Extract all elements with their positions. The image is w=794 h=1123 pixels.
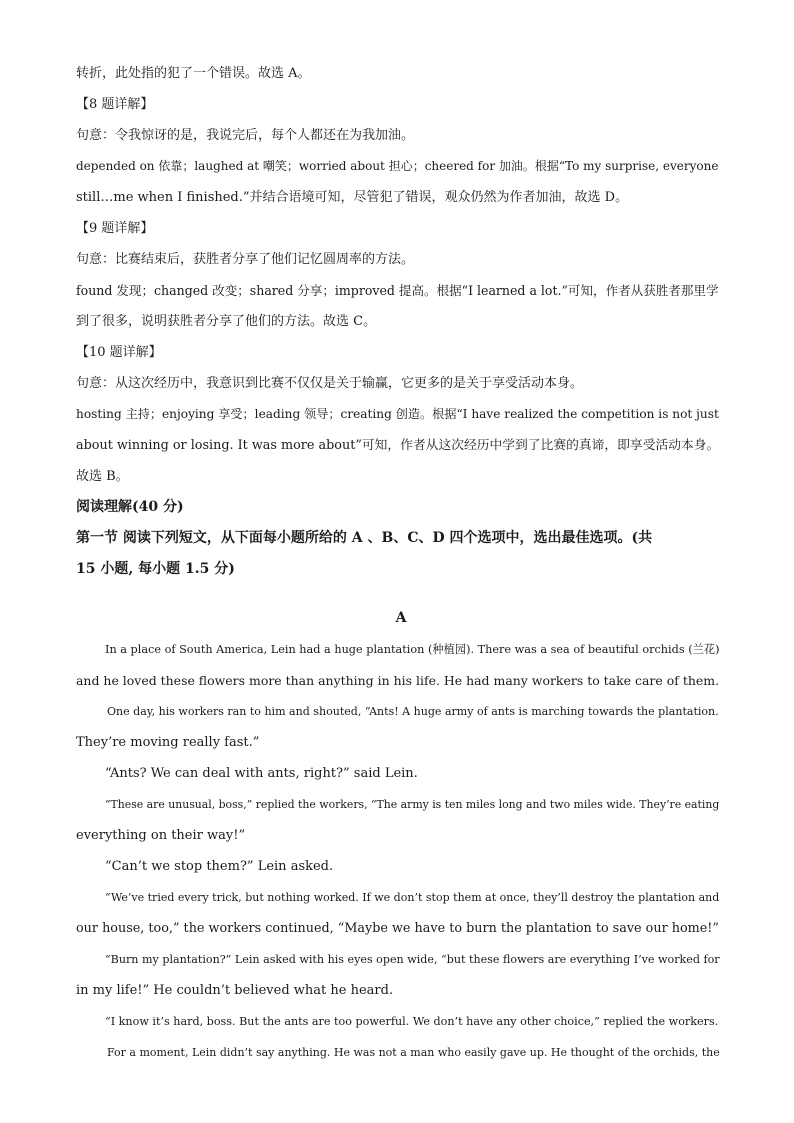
reading-instruction-line-2: 15 小题, 每小题 1.5 分)	[76, 561, 235, 577]
passage-line: They’re moving really fast.”	[76, 735, 260, 750]
passage-line: everything on their way!”	[76, 828, 246, 843]
passage-line: our house, too,” the workers continued, “Maybe we have to burn the plantation to save our home!”	[76, 921, 719, 936]
passage-line: One day, his workers ran to him and shouted, “Ants! A huge army of ants is marching towards the plantation.	[107, 705, 719, 718]
q9-options: found 发现；changed 改变；shared 分享；improved 提高。根据“I learned a lot.”可知，作者从获胜者那里学	[76, 283, 719, 298]
passage-line: and he loved these flowers more than anything in his life. He had many workers to take care of them.	[76, 673, 720, 688]
passage-line: in my life!” He couldn’t believed what he heard.	[76, 983, 394, 998]
q10-answer: 故选 B。	[76, 469, 129, 484]
q9-reason: 到了很多，说明获胜者分享了他们的方法。故选 C。	[76, 314, 377, 329]
q8-meaning: 句意：令我惊讶的是，我说完后，每个人都还在为我加油。	[76, 128, 415, 143]
reading-instruction-line-1: 第一节 阅读下列短文，从下面每小题所给的 A 、B、C、D 四个选项中，选出最佳选项。(共	[76, 530, 653, 546]
reading-section-title: 阅读理解(40 分)	[76, 499, 184, 515]
passage-line: “These are unusual, boss,” replied the workers, “The army is ten miles long and two miles wide. They’re eating	[105, 798, 720, 811]
q10-heading: 【10 题详解】	[76, 345, 162, 360]
passage-line: “Burn my plantation?” Lein asked with his eyes open wide, “but these flowers are everything I’ve worked for	[105, 953, 720, 966]
q10-options: hosting 主持；enjoying 享受；leading 领导；creating 创造。根据“I have realized the competition is not just	[76, 407, 719, 421]
q9-meaning: 句意：比赛结束后，获胜者分享了他们记忆圆周率的方法。	[76, 252, 415, 267]
passage-line: “We’ve tried every trick, but nothing worked. If we don’t stop them at once, they’ll destroy the plantation and	[105, 891, 720, 904]
q10-meaning: 句意：从这次经历中，我意识到比赛不仅仅是关于输赢，它更多的是关于享受活动本身。	[76, 376, 584, 391]
passage-label: A	[395, 610, 407, 626]
q8-reason: still…me when I finished.”并结合语境可知，尽管犯了错误，观众仍然为作者加油，故选 D。	[76, 190, 629, 205]
q8-options: depended on 依靠；laughed at 嘲笑；worried about 担心；cheered for 加油。根据“To my surprise, everyone	[76, 159, 719, 173]
q9-heading: 【9 题详解】	[76, 221, 154, 236]
passage-line: “Ants? We can deal with ants, right?” said Lein.	[105, 766, 418, 781]
passage-line: For a moment, Lein didn’t say anything. He was not a man who easily gave up. He thought of the orchids, the	[107, 1046, 720, 1059]
document-page	[76, 58, 726, 1068]
passage-line: “Can’t we stop them?” Lein asked.	[105, 859, 334, 874]
passage-line: “I know it’s hard, boss. But the ants are too powerful. We don’t have any other choice,” replied the workers.	[105, 1015, 719, 1028]
q7-explanation-tail: 转折，此处指的犯了一个错误。故选 A。	[76, 66, 311, 81]
q10-reason: about winning or losing. It was more about”可知，作者从这次经历中学到了比赛的真谛，即享受活动本身。	[76, 438, 720, 453]
q8-heading: 【8 题详解】	[76, 97, 154, 112]
passage-line: In a place of South America, Lein had a huge plantation (种植园). There was a sea of beautiful orchids (兰花)	[105, 643, 720, 656]
